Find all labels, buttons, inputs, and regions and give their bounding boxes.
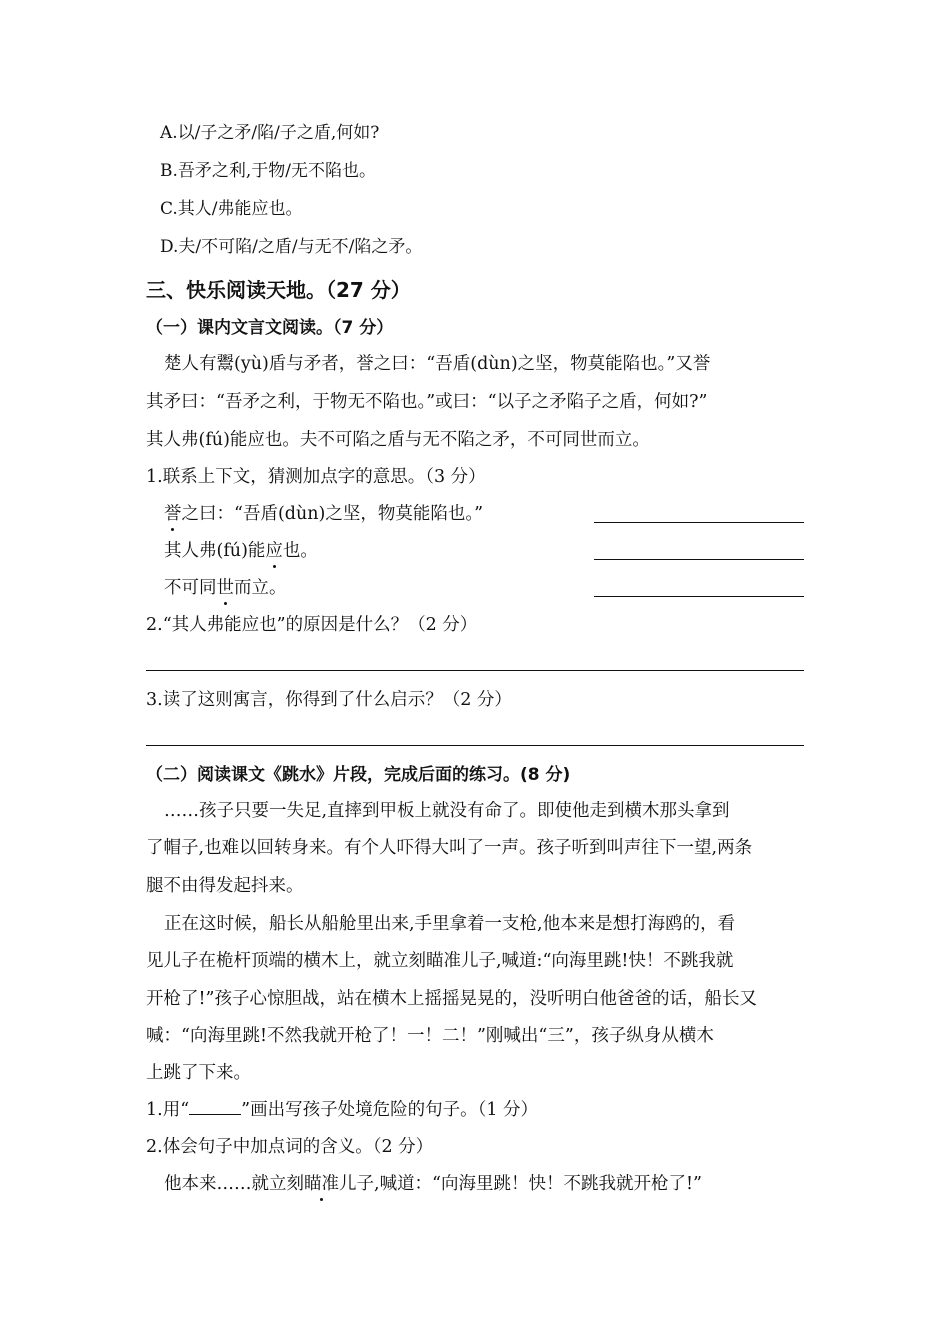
answer-line-3[interactable] (594, 596, 804, 597)
excerpt-p2-line-5: 上跳了下来。 (146, 1063, 251, 1083)
section-3-title: 三、快乐阅读天地。（27 分） (146, 278, 411, 302)
option-a: A.以/子之矛/陷/子之盾,何如? (160, 123, 380, 143)
part-2-title: （二）阅读课文《跳水》片段，完成后面的练习。(8 分) (146, 765, 571, 785)
excerpt-p2-line-1: 正在这时候，船长从船舱里出来,手里拿着一支枪,他本来是想打海鸥的，看 (164, 914, 736, 934)
answer-line-1[interactable] (594, 522, 804, 523)
excerpt-p1-line-3: 腿不由得发起抖来。 (146, 876, 304, 896)
excerpt-p2-line-2: 见儿子在桅杆顶端的横木上，就立刻瞄准儿子,喊道:“向海里跳!快！不跳我就 (146, 951, 734, 971)
question-2: 2.“其人弗能应也”的原因是什么？（2 分） (146, 615, 478, 635)
answer-line-q3[interactable] (146, 745, 804, 746)
option-b: B.吾矛之利,于物/无不陷也。 (160, 161, 377, 181)
question-1-item-3: 不可同世而立。 (164, 578, 287, 598)
question-1-item-2: 其人弗(fú)能应也。 (164, 541, 318, 561)
part-2-question-2-sentence: 他本来……就立刻瞄准儿子,喊道：“向海里跳！快！不跳我就开枪了!” (164, 1174, 702, 1194)
passage-line-3: 其人弗(fú)能应也。夫不可陷之盾与无不陷之矛，不可同世而立。 (146, 430, 650, 450)
answer-line-q2[interactable] (146, 670, 804, 671)
answer-line-2[interactable] (594, 559, 804, 560)
option-c: C.其人/弗能应也。 (160, 199, 303, 219)
question-1-item-1: 誉之曰：“吾盾(dùn)之坚，物莫能陷也。” (164, 504, 484, 524)
underline-sample (189, 1098, 241, 1115)
excerpt-p1-line-1: ……孩子只要一失足,直摔到甲板上就没有命了。即使他走到横木那头拿到 (164, 801, 730, 821)
part-2-question-2: 2.体会句子中加点词的含义。（2 分） (146, 1137, 434, 1157)
excerpt-p1-line-2: 了帽子,也难以回转身来。有个人吓得大叫了一声。孩子听到叫声往下一望,两条 (146, 838, 753, 858)
question-1-title: 1.联系上下文，猜测加点字的意思。（3 分） (146, 467, 486, 487)
option-d: D.夫/不可陷/之盾/与无不/陷之矛。 (160, 237, 423, 257)
passage-line-1: 楚人有鬻(yù)盾与矛者，誉之曰：“吾盾(dùn)之坚，物莫能陷也。”又誉 (164, 354, 711, 374)
excerpt-p2-line-3: 开枪了!”孩子心惊胆战，站在横木上摇摇晃晃的，没听明白他爸爸的话，船长又 (146, 989, 757, 1009)
question-3: 3.读了这则寓言，你得到了什么启示？（2 分） (146, 690, 512, 710)
dotted-char: 应 (265, 541, 283, 561)
dotted-char: 誉 (164, 504, 182, 524)
excerpt-p2-line-4: 喊：“向海里跳!不然我就开枪了！一！二！”刚喊出“三”，孩子纵身从横木 (146, 1026, 714, 1046)
dotted-word: 瞄准 (304, 1174, 339, 1194)
part-2-question-1: 1.用“ ”画出写孩子处境危险的句子。（1 分） (146, 1100, 539, 1120)
dotted-char: 世 (216, 578, 234, 598)
passage-line-2: 其矛曰：“吾矛之利，于物无不陷也。”或曰：“以子之矛陷子之盾，何如?” (146, 392, 708, 412)
part-1-title: （一）课内文言文阅读。（7 分） (146, 318, 394, 338)
